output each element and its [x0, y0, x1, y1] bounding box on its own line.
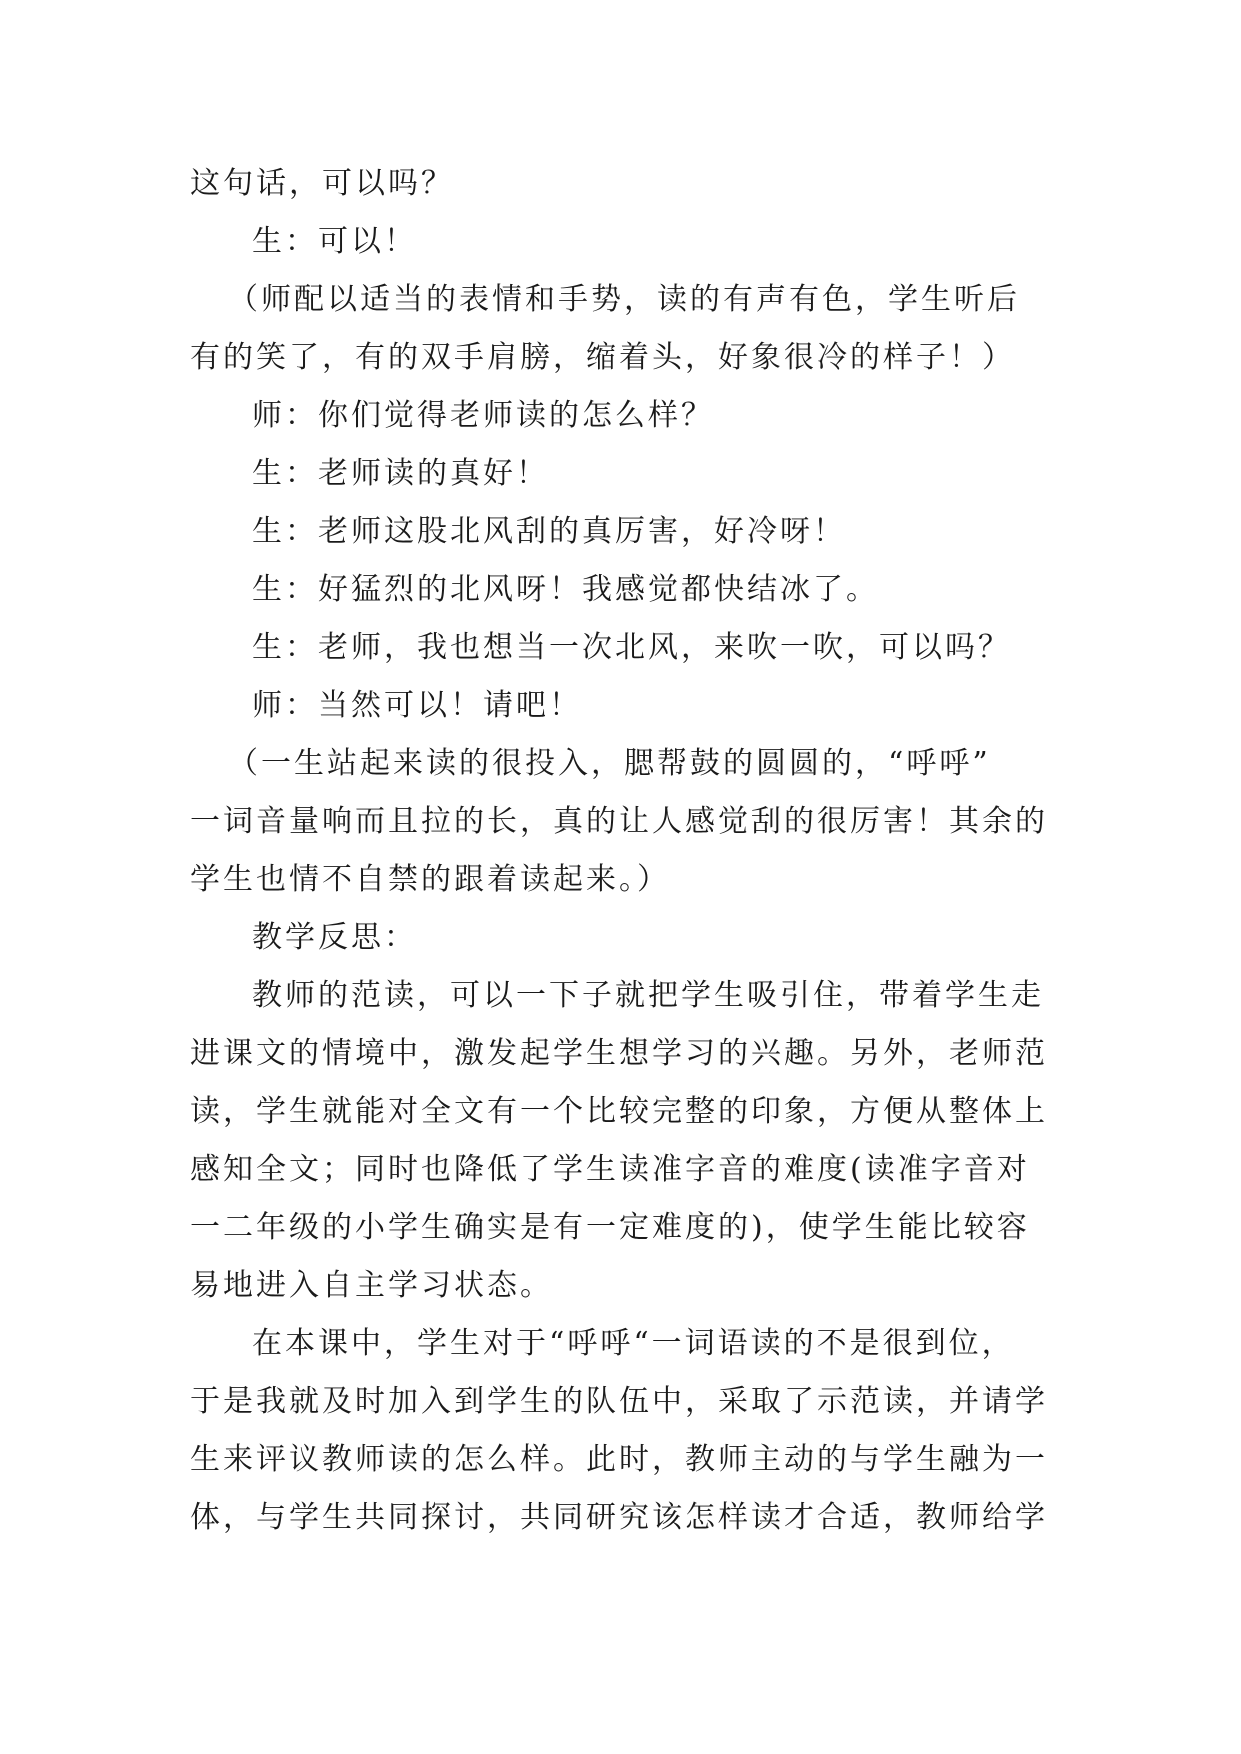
text-line: 一词音量响而且拉的长，真的让人感觉刮的很厉害！其余的: [190, 804, 1048, 839]
text-line: 生：老师这股北风刮的真厉害，好冷呀！: [252, 514, 846, 549]
text-line: 一二年级的小学生确实是有一定难度的)，使学生能比较容: [190, 1210, 1030, 1245]
text-line: 生来评议教师读的怎么样。此时，教师主动的与学生融为一: [190, 1442, 1048, 1477]
text-line: 体，与学生共同探讨，共同研究该怎样读才合适，教师给学: [190, 1500, 1048, 1535]
text-line: 生：好猛烈的北风呀！我感觉都快结冰了。: [252, 572, 879, 607]
text-line: 读，学生就能对全文有一个比较完整的印象，方便从整体上: [190, 1094, 1048, 1129]
text-line: 师：你们觉得老师读的怎么样？: [252, 398, 714, 433]
text-line: 这句话，可以吗？: [190, 166, 454, 201]
text-line: （师配以适当的表情和手势，读的有声有色，学生听后: [228, 282, 1020, 317]
text-line: 生：老师读的真好！: [252, 456, 549, 491]
text-line: （一生站起来读的很投入，腮帮鼓的圆圆的，“呼呼”: [228, 746, 991, 781]
text-line: 进课文的情境中，激发起学生想学习的兴趣。另外，老师范: [190, 1036, 1048, 1071]
text-line: 生：老师，我也想当一次北风，来吹一吹，可以吗？: [252, 630, 1011, 665]
text-line: 感知全文；同时也降低了学生读准字音的难度(读准字音对: [190, 1152, 1030, 1187]
text-line: 学生也情不自禁的跟着读起来。）: [190, 862, 670, 897]
text-line: 教师的范读，可以一下子就把学生吸引住，带着学生走: [252, 978, 1044, 1013]
text-line: 于是我就及时加入到学生的队伍中，采取了示范读，并请学: [190, 1384, 1048, 1419]
section-heading: 教学反思：: [252, 920, 417, 955]
text-line: 有的笑了，有的双手肩膀，缩着头，好象很冷的样子！）: [190, 340, 1015, 375]
text-line: 在本课中，学生对于“呼呼“一词语读的不是很到位，: [252, 1326, 1015, 1361]
text-line: 易地进入自主学习状态。: [190, 1268, 553, 1303]
text-line: 生：可以！: [252, 224, 417, 259]
text-line: 师：当然可以！请吧！: [252, 688, 582, 723]
